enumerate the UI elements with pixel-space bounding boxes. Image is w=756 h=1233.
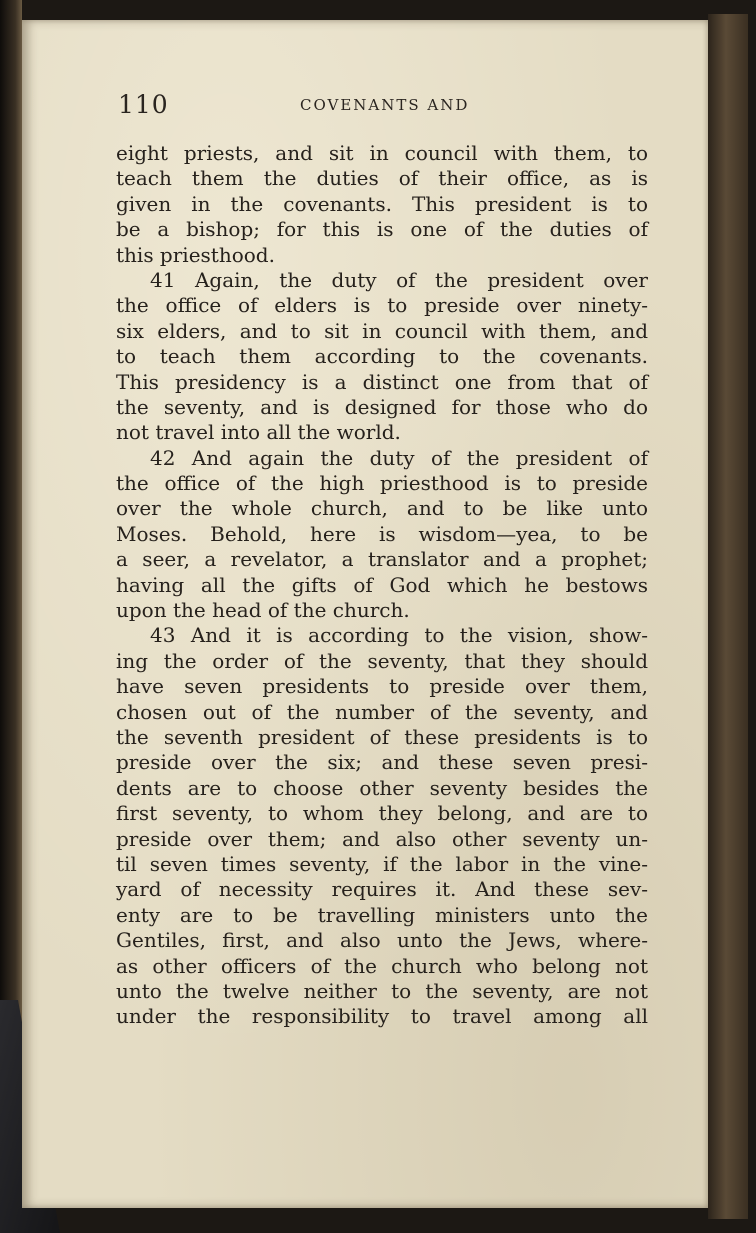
text-line: eight priests, and sit in council with them, to: [116, 141, 648, 165]
body-text: [116, 141, 648, 1030]
text-line: the seventh president of these presidents is to: [116, 724, 648, 749]
text-line: upon the head of the church.: [116, 598, 410, 623]
text-line: unto the twelve neither to the seventy, are not: [116, 978, 648, 1003]
text-line: have seven presidents to preside over them,: [116, 674, 648, 699]
verse-41-start: 41 Again, the duty of the president over: [150, 267, 648, 292]
verse-43-start: 43 And it is according to the vision, show-: [150, 623, 648, 648]
text-line: a seer, a revelator, a translator and a prophet;: [116, 547, 648, 572]
text-line: til seven times seventy, if the labor in the vine-: [116, 851, 648, 876]
text-line: yard of necessity requires it. And these sev-: [116, 877, 648, 902]
text-line: preside over the six; and these seven presi-: [116, 750, 648, 775]
text-line: having all the gifts of God which he bestows: [116, 572, 648, 597]
text-line: Gentiles, first, and also unto the Jews, where-: [116, 928, 648, 953]
text-line: not travel into all the world.: [116, 420, 401, 445]
text-line: This presidency is a distinct one from that of: [116, 369, 648, 394]
text-line: preside over them; and also other seventy un-: [116, 826, 648, 851]
text-line: this priesthood.: [116, 242, 275, 267]
text-line: under the responsibility to travel among all: [116, 1004, 648, 1029]
page-number: 110: [118, 90, 169, 119]
page-edges: [708, 14, 748, 1219]
text-line: the office of elders is to preside over ninety-: [116, 293, 648, 318]
text-line: given in the covenants. This president is to: [116, 191, 648, 216]
text-line: the seventy, and is designed for those who do: [116, 394, 648, 419]
page-header: [118, 90, 648, 124]
text-line: chosen out of the number of the seventy, and: [116, 699, 648, 724]
text-line: be a bishop; for this is one of the duties of: [116, 217, 648, 242]
text-line: dents are to choose other seventy besides the: [116, 775, 648, 800]
text-line: as other officers of the church who belong not: [116, 953, 648, 978]
text-line: over the whole church, and to be like unto: [116, 496, 648, 521]
text-line: first seventy, to whom they belong, and are to: [116, 801, 648, 826]
text-line: Moses. Behold, here is wisdom—yea, to be: [116, 521, 648, 546]
running-head: COVENANTS AND: [300, 96, 470, 114]
text-line: enty are to be travelling ministers unto the: [116, 902, 648, 927]
text-line: ing the order of the seventy, that they should: [116, 648, 648, 673]
verse-42-start: 42 And again the duty of the president of: [150, 445, 648, 470]
text-line: six elders, and to sit in council with them, and: [116, 318, 648, 343]
text-line: the office of the high priesthood is to preside: [116, 471, 648, 496]
text-line: teach them the duties of their office, as is: [116, 166, 648, 191]
text-line: to teach them according to the covenants.: [116, 344, 648, 369]
